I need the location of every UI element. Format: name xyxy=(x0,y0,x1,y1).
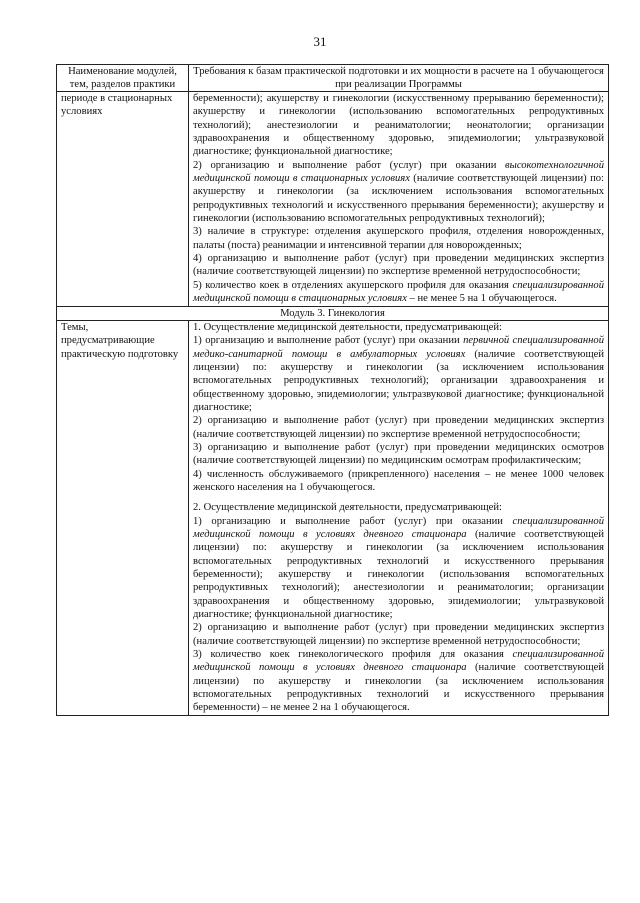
block2-item-3-italic: специализированной медицинской помощи в условиях дневного стационара xyxy=(193,649,604,674)
block1-item-1 xyxy=(193,334,604,414)
row1-requirements-cell xyxy=(189,92,609,307)
row1-item-2-rest: (наличие соответствующей лицензии) по: акушерству и гинекологии (за исключением использования вспомогательных репродуктивных технологий и искусственного прерывания беременности); акушерству и гинекологии (использованию вспомогательных репродуктивных технологий); xyxy=(193,173,604,225)
block1-item-1-text: 1) организацию и выполнение работ (услуг) при оказании xyxy=(193,335,464,347)
row1-item-5-rest: – не менее 5 на 1 обучающегося. xyxy=(406,293,557,305)
row1-item-5-text: 5) количество коек в отделениях акушерского профиля для оказания xyxy=(193,279,513,291)
row1-left-cell xyxy=(57,92,189,307)
block2-item-1 xyxy=(193,515,604,622)
table-row xyxy=(57,320,609,715)
block1-item-1-italic: первичной специализированной медико-санитарной помощи в амбулаторных условиях xyxy=(193,335,605,360)
row2-topic: Темы, предусматривающие практическую подготовку xyxy=(61,321,179,360)
block2-item-3 xyxy=(193,648,604,715)
block1-intro: 1. Осуществление медицинской деятельности, предусматривающей: xyxy=(193,321,502,333)
block2-item-1-italic: специализированной медицинской помощи в условиях дневного стационара xyxy=(193,515,604,540)
row1-continued-text: беременности); акушерству и гинекологии (искусственному прерыванию беременности); акушерству и гинекологии (использованию вспомогательных репродуктивных технологий); анестезиологии и реаниматологии; неонатологии; организации здравоохранения и общественному здоровью, эпидемиологии; ультразвуковой диагностике; функциональной диагностике; xyxy=(193,93,604,158)
block2-item-1-rest: (наличие соответствующей лицензии) по: акушерству и гинекологии (за исключением использования вспомогательных репродуктивных технологий и искусственного прерывания беременности); акушерству и гинекологии (использования вспомогательных репродуктивных технологий); анестезиологии и реаниматологии; организации здравоохранения и общественному здоровью, эпидемиологии; ультразвуковой диагностике; функциональной диагностике; xyxy=(193,529,605,621)
row1-item-2-italic: высокотехнологичной медицинской помощи в стационарных условиях xyxy=(193,159,604,185)
header-col-requirements: Требования к базам практической подготовки и их мощности в расчете на 1 обучающегося при реализации Программы xyxy=(189,65,609,92)
row1-topic: периоде в стационарных условиях xyxy=(61,93,173,118)
module-title: Модуль 3. Гинекология xyxy=(57,306,609,320)
module-title-row xyxy=(57,306,609,320)
block2-item-1-text: 1) организацию и выполнение работ (услуг) при оказании xyxy=(193,515,513,527)
block2-item-3-text: 3) количество коек гинекологического профиля для оказания xyxy=(193,649,513,661)
row1-item-5-italic: специализированной медицинской помощи в стационарных условиях xyxy=(193,279,604,305)
row1-item-2-text: 2) организацию и выполнение работ (услуг) при оказании xyxy=(193,159,506,171)
header-col-modules: Наименование модулей, тем, разделов практики xyxy=(57,65,189,92)
table-row xyxy=(57,92,609,307)
table-header-row xyxy=(57,65,609,92)
block1-item-1-rest: (наличие соответствующей лицензии) по: акушерству и гинекологии (за исключением использования вспомогательных репродуктивных технологий); организации здравоохранения и общественному здоровью, эпидемиологии; ультразвуковой диагностике; функциональной диагностике; xyxy=(193,348,604,413)
block2-item-2: 2) организацию и выполнение работ (услуг) при проведении медицинских экспертиз (наличие соответствующей лицензии) по экспертизе временной нетрудоспособности; xyxy=(193,622,604,647)
row1-item-5 xyxy=(193,279,604,306)
row2-requirements-cell xyxy=(189,320,609,715)
row1-item-3: 3) наличие в структуре: отделения акушерского профиля, отделения новорожденных, палаты (поста) реанимации и интенсивной терапии для новорожденных; xyxy=(193,226,604,251)
block1-item-3: 3) организацию и выполнение работ (услуг) при проведении медицинских осмотров (наличие соответствующей лицензии) по медицинским осмотрам профилактическим; xyxy=(193,441,604,467)
row2-left-cell xyxy=(57,320,189,715)
block2-item-3-rest: (наличие соответствующей лицензии) по акушерству и гинекологии (за исключением использования вспомогательных репродуктивных технологий и искусственного прерывания беременности) – не менее 2 на 1 обучающегося. xyxy=(193,662,605,714)
row1-item-4: 4) организацию и выполнение работ (услуг) при проведении медицинских экспертиз (наличие соответствующей лицензии) по экспертизе временной нетрудоспособности; xyxy=(193,253,604,278)
row1-item-2 xyxy=(193,159,604,226)
block2-intro: 2. Осуществление медицинской деятельности, предусматривающей: xyxy=(193,502,502,514)
page-number: 31 xyxy=(313,34,327,49)
block1-item-2: 2) организацию и выполнение работ (услуг) при проведении медицинских экспертиз (наличие соответствующей лицензии) по экспертизе временной нетрудоспособности; xyxy=(193,415,604,440)
requirements-table xyxy=(56,64,609,716)
block2 xyxy=(193,498,604,715)
block1-item-4: 4) численность обслуживаемого (прикрепленного) населения – не менее 1000 человек женского населения на 1 обучающегося. xyxy=(193,468,604,493)
